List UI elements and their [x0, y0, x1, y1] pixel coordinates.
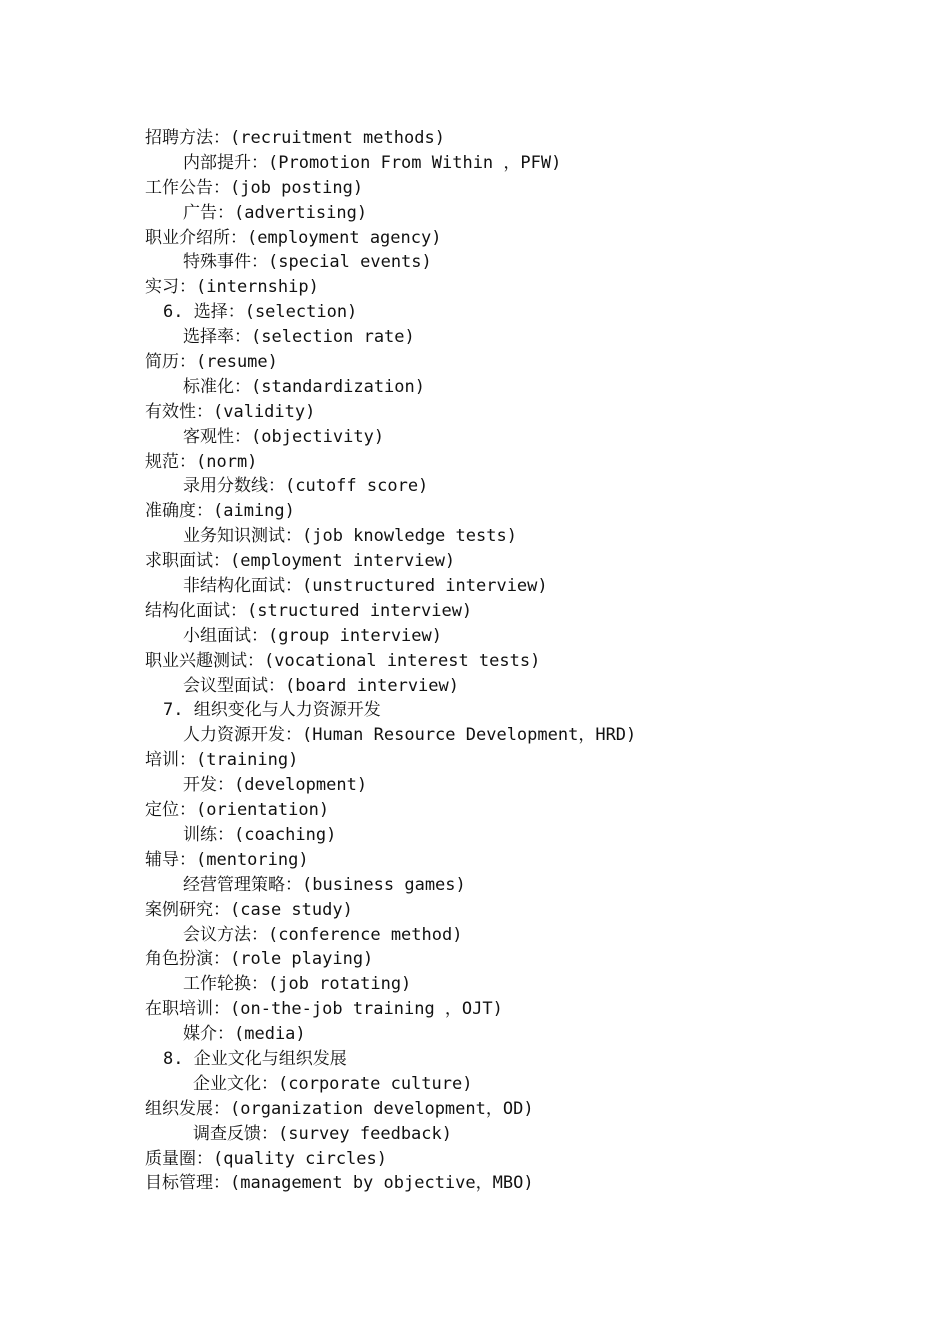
term-line: 媒介：(media)	[183, 1024, 306, 1045]
term-line: 质量圈：(quality circles)	[145, 1148, 387, 1169]
term-line: 训练：(coaching)	[183, 824, 337, 845]
term-line: 内部提升：(Promotion From Within ，PFW)	[183, 152, 562, 173]
term-line: 小组面试：(group interview)	[183, 625, 442, 646]
term-line: 辅导：(mentoring)	[145, 849, 309, 870]
term-line: 培训：(training)	[145, 750, 299, 771]
term-line: 准确度：(aiming)	[145, 501, 295, 522]
term-line: 组织发展：(organization development，OD)	[145, 1098, 534, 1119]
term-line: 业务知识测试：(job knowledge tests)	[183, 526, 517, 547]
term-line: 非结构化面试：(unstructured interview)	[183, 576, 548, 597]
term-line: 工作公告：(job posting)	[145, 177, 364, 198]
term-line: 客观性：(objectivity)	[183, 426, 385, 447]
term-line: 目标管理：(management by objective，MBO)	[145, 1173, 534, 1194]
term-line: 求职面试：(employment interview)	[145, 551, 456, 572]
term-line: 招聘方法：(recruitment methods)	[145, 128, 445, 148]
term-line: 选择率：(selection rate)	[183, 327, 415, 348]
term-line: 会议型面试：(board interview)	[183, 675, 459, 696]
term-line: 会议方法：(conference method)	[183, 924, 463, 945]
section-heading: 7. 组织变化与人力资源开发	[163, 700, 381, 721]
document-body	[145, 126, 905, 1196]
term-line: 实习：(internship)	[145, 277, 319, 298]
term-line: 结构化面试：(structured interview)	[145, 600, 473, 621]
term-line: 角色扮演：(role playing)	[145, 949, 374, 970]
term-line: 定位：(orientation)	[145, 800, 330, 821]
term-line: 案例研究：(case study)	[145, 899, 353, 920]
term-line: 工作轮换：(job rotating)	[183, 974, 412, 995]
term-line: 职业兴趣测试：(vocational interest tests)	[145, 650, 541, 671]
term-line: 特殊事件：(special events)	[183, 252, 432, 273]
term-line: 录用分数线：(cutoff score)	[183, 476, 429, 497]
term-line: 有效性：(validity)	[145, 401, 316, 422]
term-line: 广告：(advertising)	[183, 202, 368, 223]
term-line: 开发：(development)	[183, 775, 368, 796]
term-line: 在职培训：(on-the-job training ，OJT)	[145, 999, 503, 1020]
term-line: 调查反馈：(survey feedback)	[193, 1123, 452, 1144]
term-line: 人力资源开发：(Human Resource Development，HRD)	[183, 725, 637, 746]
term-line: 企业文化：(corporate culture)	[193, 1073, 473, 1094]
term-line: 标准化：(standardization)	[183, 376, 425, 397]
section-heading: 8. 企业文化与组织发展	[163, 1048, 347, 1069]
term-line: 规范：(norm)	[145, 451, 258, 472]
term-line: 职业介绍所：(employment agency)	[145, 227, 442, 248]
term-line: 简历：(resume)	[145, 352, 278, 373]
section-heading: 6. 选择：(selection)	[163, 302, 358, 323]
term-line: 经营管理策略：(business games)	[183, 874, 466, 895]
